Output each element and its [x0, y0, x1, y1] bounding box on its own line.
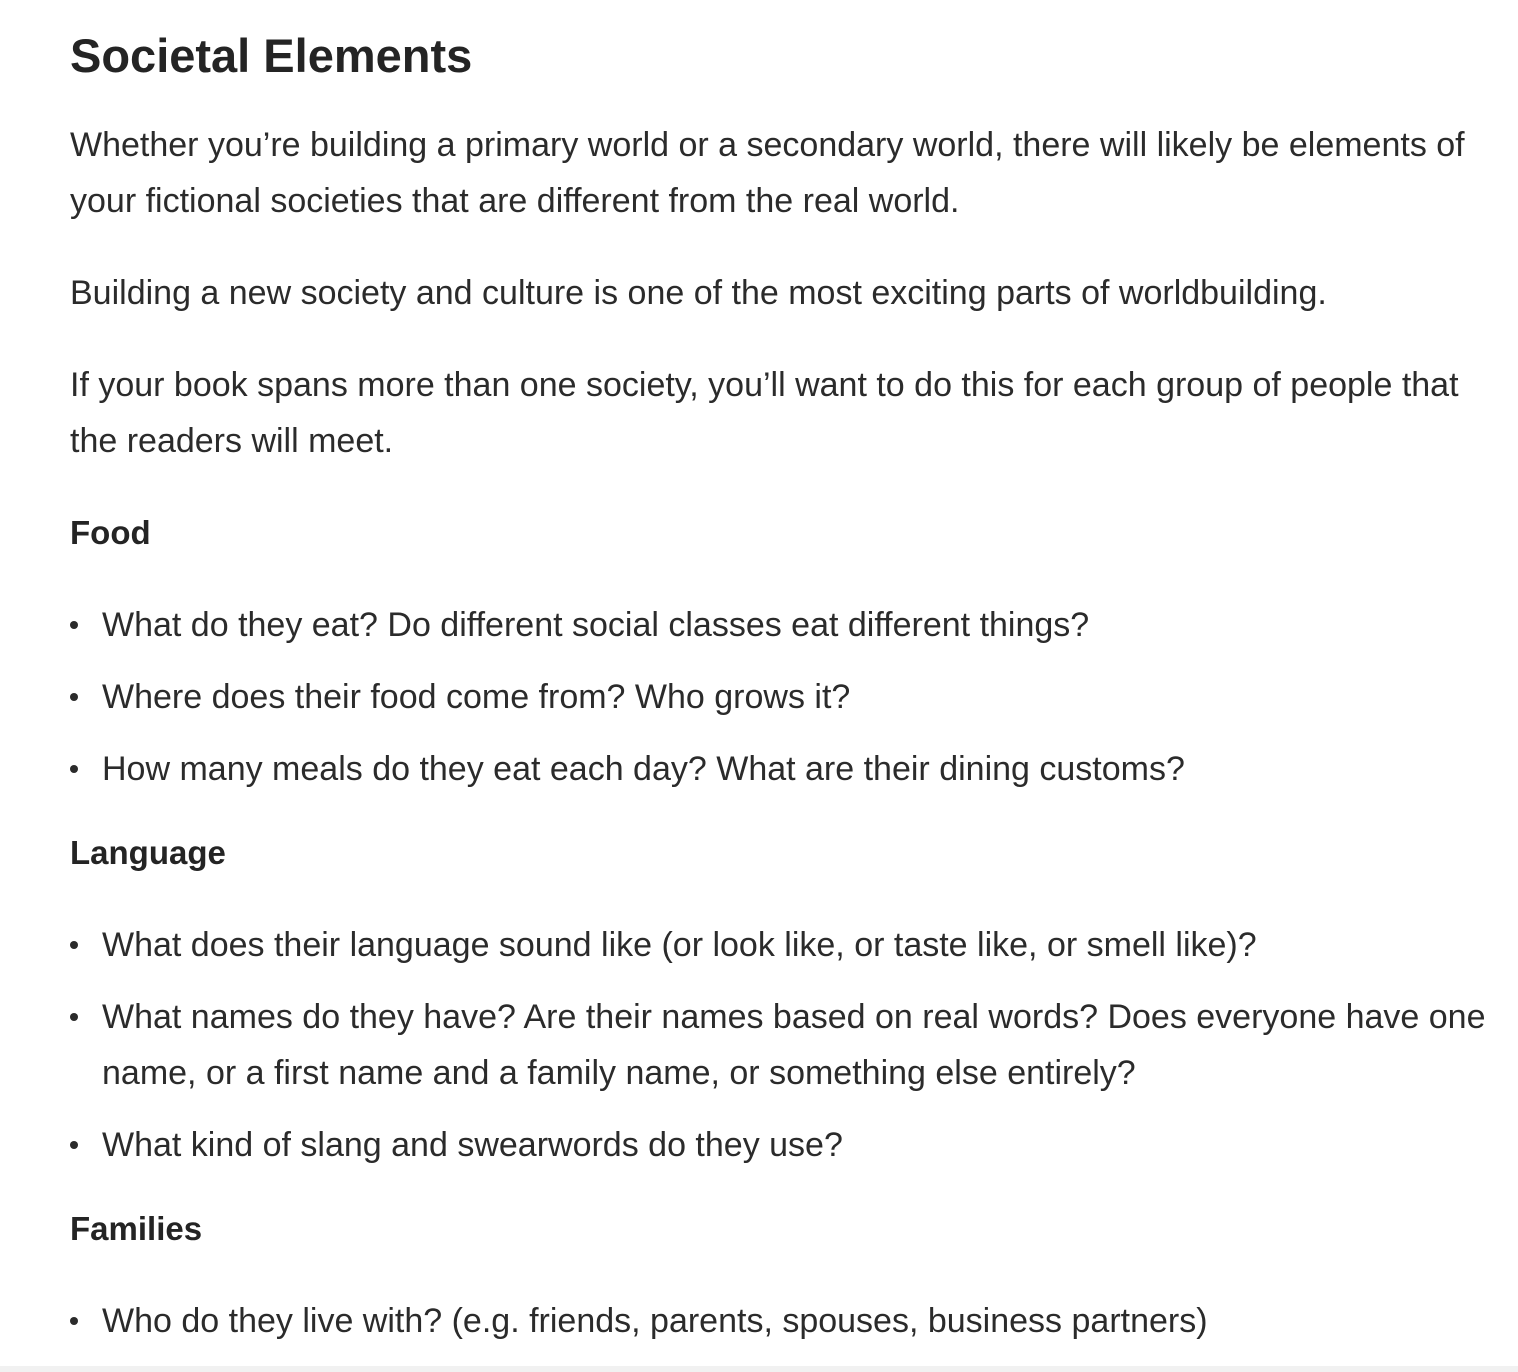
section-heading-families: Families	[70, 1210, 203, 1247]
intro-paragraph: If your book spans more than one society, you’ll want to do this for each group of people that the readers will meet.	[70, 366, 1459, 460]
section-heading-language: Language	[70, 834, 226, 871]
list-item-text: How many meals do they eat each day? What are their dining customs?	[102, 750, 1185, 788]
page-title: Societal Elements	[70, 29, 473, 82]
intro-paragraph: Whether you’re building a primary world or a secondary world, there will likely be elements of your fictional societies that are different from the real world.	[70, 126, 1465, 220]
list-item-text: What names do they have? Are their names based on real words? Does everyone have one name, or a first name and a family name, or something else entirely?	[102, 998, 1486, 1092]
bullet-icon	[70, 1013, 78, 1021]
list-item-text: What does their language sound like (or look like, or taste like, or smell like)?	[102, 926, 1257, 964]
bullet-icon	[70, 1141, 78, 1149]
bullet-icon	[70, 1317, 78, 1325]
list-item-text: Where does their food come from? Who grows it?	[102, 678, 851, 716]
list-item-text: What kind of slang and swearwords do they use?	[102, 1126, 843, 1164]
bullet-icon	[70, 765, 78, 773]
intro-paragraph: Building a new society and culture is one of the most exciting parts of worldbuilding.	[70, 274, 1327, 312]
page-bottom-edge	[0, 1366, 1518, 1372]
bullet-icon	[70, 693, 78, 701]
bullet-icon	[70, 621, 78, 629]
list-item-text: Who do they live with? (e.g. friends, parents, spouses, business partners)	[102, 1302, 1208, 1340]
section-heading-food: Food	[70, 514, 151, 551]
list-item-text: What do they eat? Do different social classes eat different things?	[102, 606, 1090, 644]
bullet-icon	[70, 941, 78, 949]
